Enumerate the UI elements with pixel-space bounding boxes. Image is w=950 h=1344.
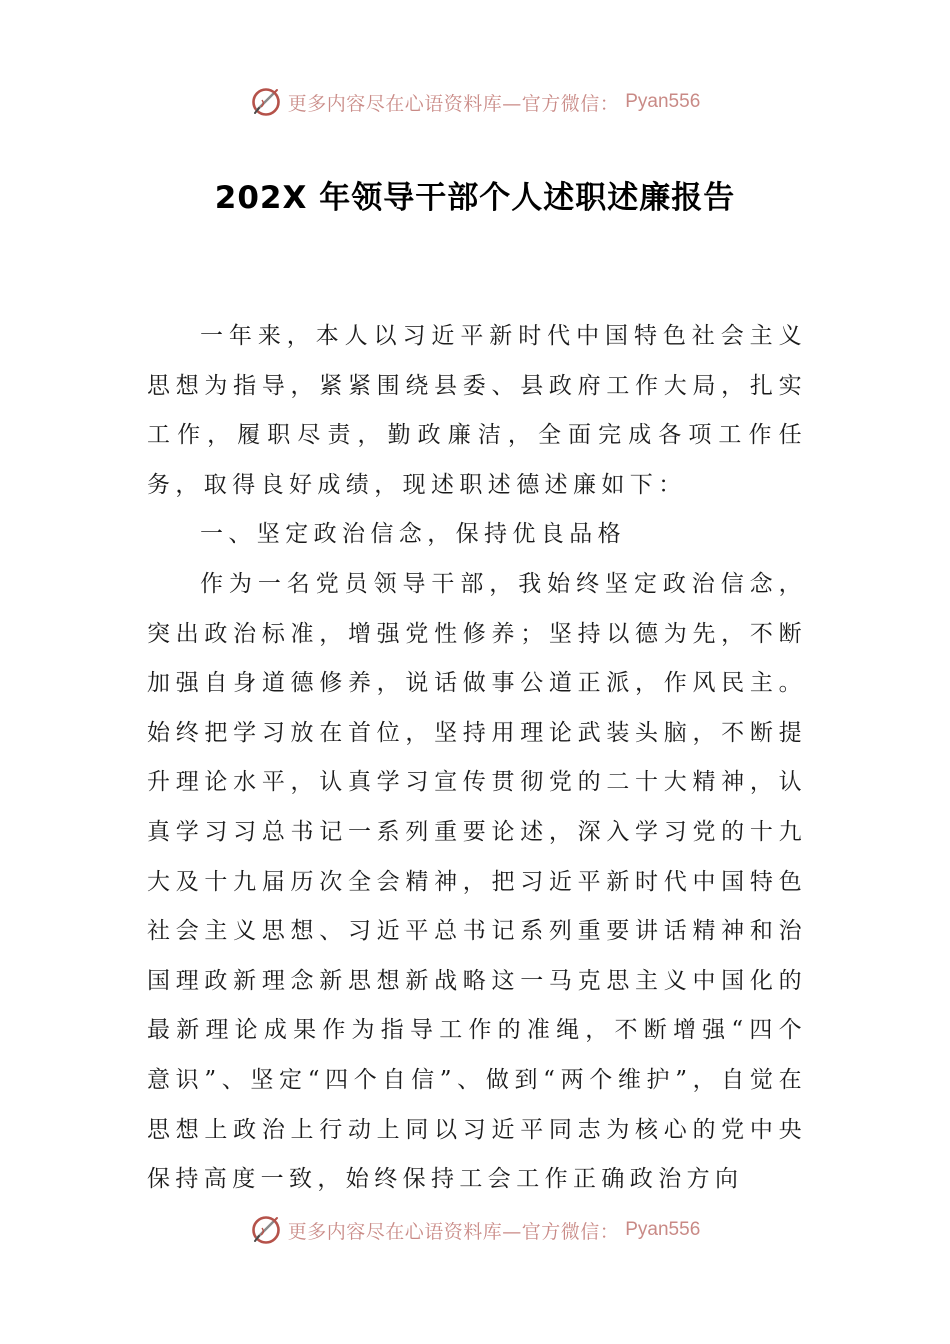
document-title: 202X 年领导干部个人述职述廉报告 [214, 180, 736, 216]
section-heading-1: 一、坚定政治信念，保持优良品格 [200, 521, 626, 548]
pen-logo-icon [250, 1214, 282, 1246]
footer-watermark [0, 1210, 950, 1250]
watermark-handle: Pyan556 [625, 1219, 701, 1240]
paragraph-intro: 一年来，本人以习近平新时代中国特色社会主义思想为指导，紧紧围绕县委、县政府工作大局，扎实工作，履职尽责，勤政廉洁，全面完成各项工作任务，取得良好成绩，现述职述德述廉如下： [147, 323, 807, 498]
watermark-text: 更多内容尽在心语资料库—官方微信： [287, 92, 620, 115]
pen-logo-icon [250, 86, 282, 118]
document-body [147, 312, 807, 1205]
watermark-text: 更多内容尽在心语资料库—官方微信： [287, 1220, 620, 1243]
paragraph-section-1: 作为一名党员领导干部，我始终坚定政治信念，突出政治标准，增强党性修养；坚持以德为先，不断加强自身道德修养，说话做事公道正派，作风民主。始终把学习放在首位，坚持用理论武装头脑，不断提升理论水平，认真学习宣传贯彻党的二十大精神，认真学习习总书记一系列重要论述，深入学习党的十九大及十九届历次全会精神，把习近平新时代中国特色社会主义思想、习近平总书记系列重要讲话精神和治国理政新理念新思想新战略这一马克思主义中国化的最新理论成果作为指导工作的准绳，不断增强“四个意识”、坚定“四个自信”、做到“两个维护”，自觉在思想上政治上行动上同以习近平同志为核心的党中央保持高度一致，始终保持工会工作正确政治方向 [147, 570, 807, 1193]
watermark-handle: Pyan556 [625, 91, 701, 112]
header-watermark [0, 82, 950, 122]
